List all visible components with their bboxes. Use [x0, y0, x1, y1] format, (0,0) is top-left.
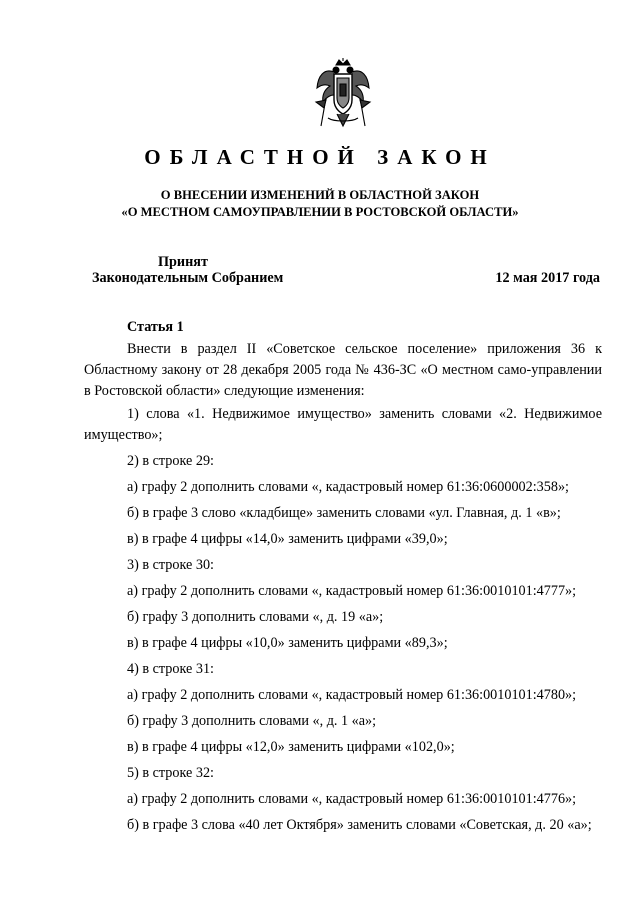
article-line: 4) в строке 31:: [127, 661, 214, 677]
article-heading: Статья 1: [127, 319, 184, 335]
article-item-paragraph: 1) слова «1. Недвижимое имущество» заменить словами «2. Недвижимое имущество»;: [84, 406, 602, 443]
article-line: а) графу 2 дополнить словами «, кадастровый номер 61:36:0010101:4776»;: [127, 791, 577, 807]
article-line: а) графу 2 дополнить словами «, кадастровый номер 61:36:0600002:358»;: [127, 479, 570, 495]
coat-of-arms-icon: [312, 58, 374, 130]
article-line: б) графу 3 дополнить словами «, д. 1 «а»;: [127, 713, 377, 729]
article-line: в) в графе 4 цифры «12,0» заменить цифрами «102,0»;: [127, 739, 455, 755]
article-last-paragraph: б) в графе 3 слова «40 лет Октября» заменить словами «Советская, д. 20 «а»;: [127, 817, 592, 833]
adopted-label: Принят: [158, 254, 208, 270]
article-line: в) в графе 4 цифры «14,0» заменить цифрами «39,0»;: [127, 531, 448, 547]
law-title: ОБЛАСТНОЙ ЗАКОН: [144, 145, 496, 169]
article-line: б) в графе 3 слово «кладбище» заменить словами «ул. Главная, д. 1 «в»;: [127, 505, 561, 521]
article-line: б) графу 3 дополнить словами «, д. 19 «а»;: [127, 609, 384, 625]
article-line: а) графу 2 дополнить словами «, кадастровый номер 61:36:0010101:4780»;: [127, 687, 577, 703]
article-intro-paragraph: Внести в раздел II «Советское сельское поселение» приложения 36 к Областному закону от 28 декабря 2005 года № 436-ЗС «О местном само-управлении в Ростовской области» следующие изменения:: [84, 341, 602, 399]
article-line: а) графу 2 дополнить словами «, кадастровый номер 61:36:0010101:4777»;: [127, 583, 577, 599]
adopted-by-label: Законодательным Собранием: [92, 270, 284, 286]
subtitle-line: О ВНЕСЕНИИ ИЗМЕНЕНИЙ В ОБЛАСТНОЙ ЗАКОН: [160, 188, 480, 202]
article-line: в) в графе 4 цифры «10,0» заменить цифрами «89,3»;: [127, 635, 448, 651]
article-line: 5) в строке 32:: [127, 765, 214, 781]
subtitle-line: «О МЕСТНОМ САМОУПРАВЛЕНИИ В РОСТОВСКОЙ ОБЛАСТИ»: [121, 205, 519, 219]
article-line: 2) в строке 29:: [127, 453, 214, 469]
adoption-date: 12 мая 2017 года: [495, 270, 600, 286]
article-line: 3) в строке 30:: [127, 557, 214, 573]
law-subtitle: [0, 187, 640, 221]
